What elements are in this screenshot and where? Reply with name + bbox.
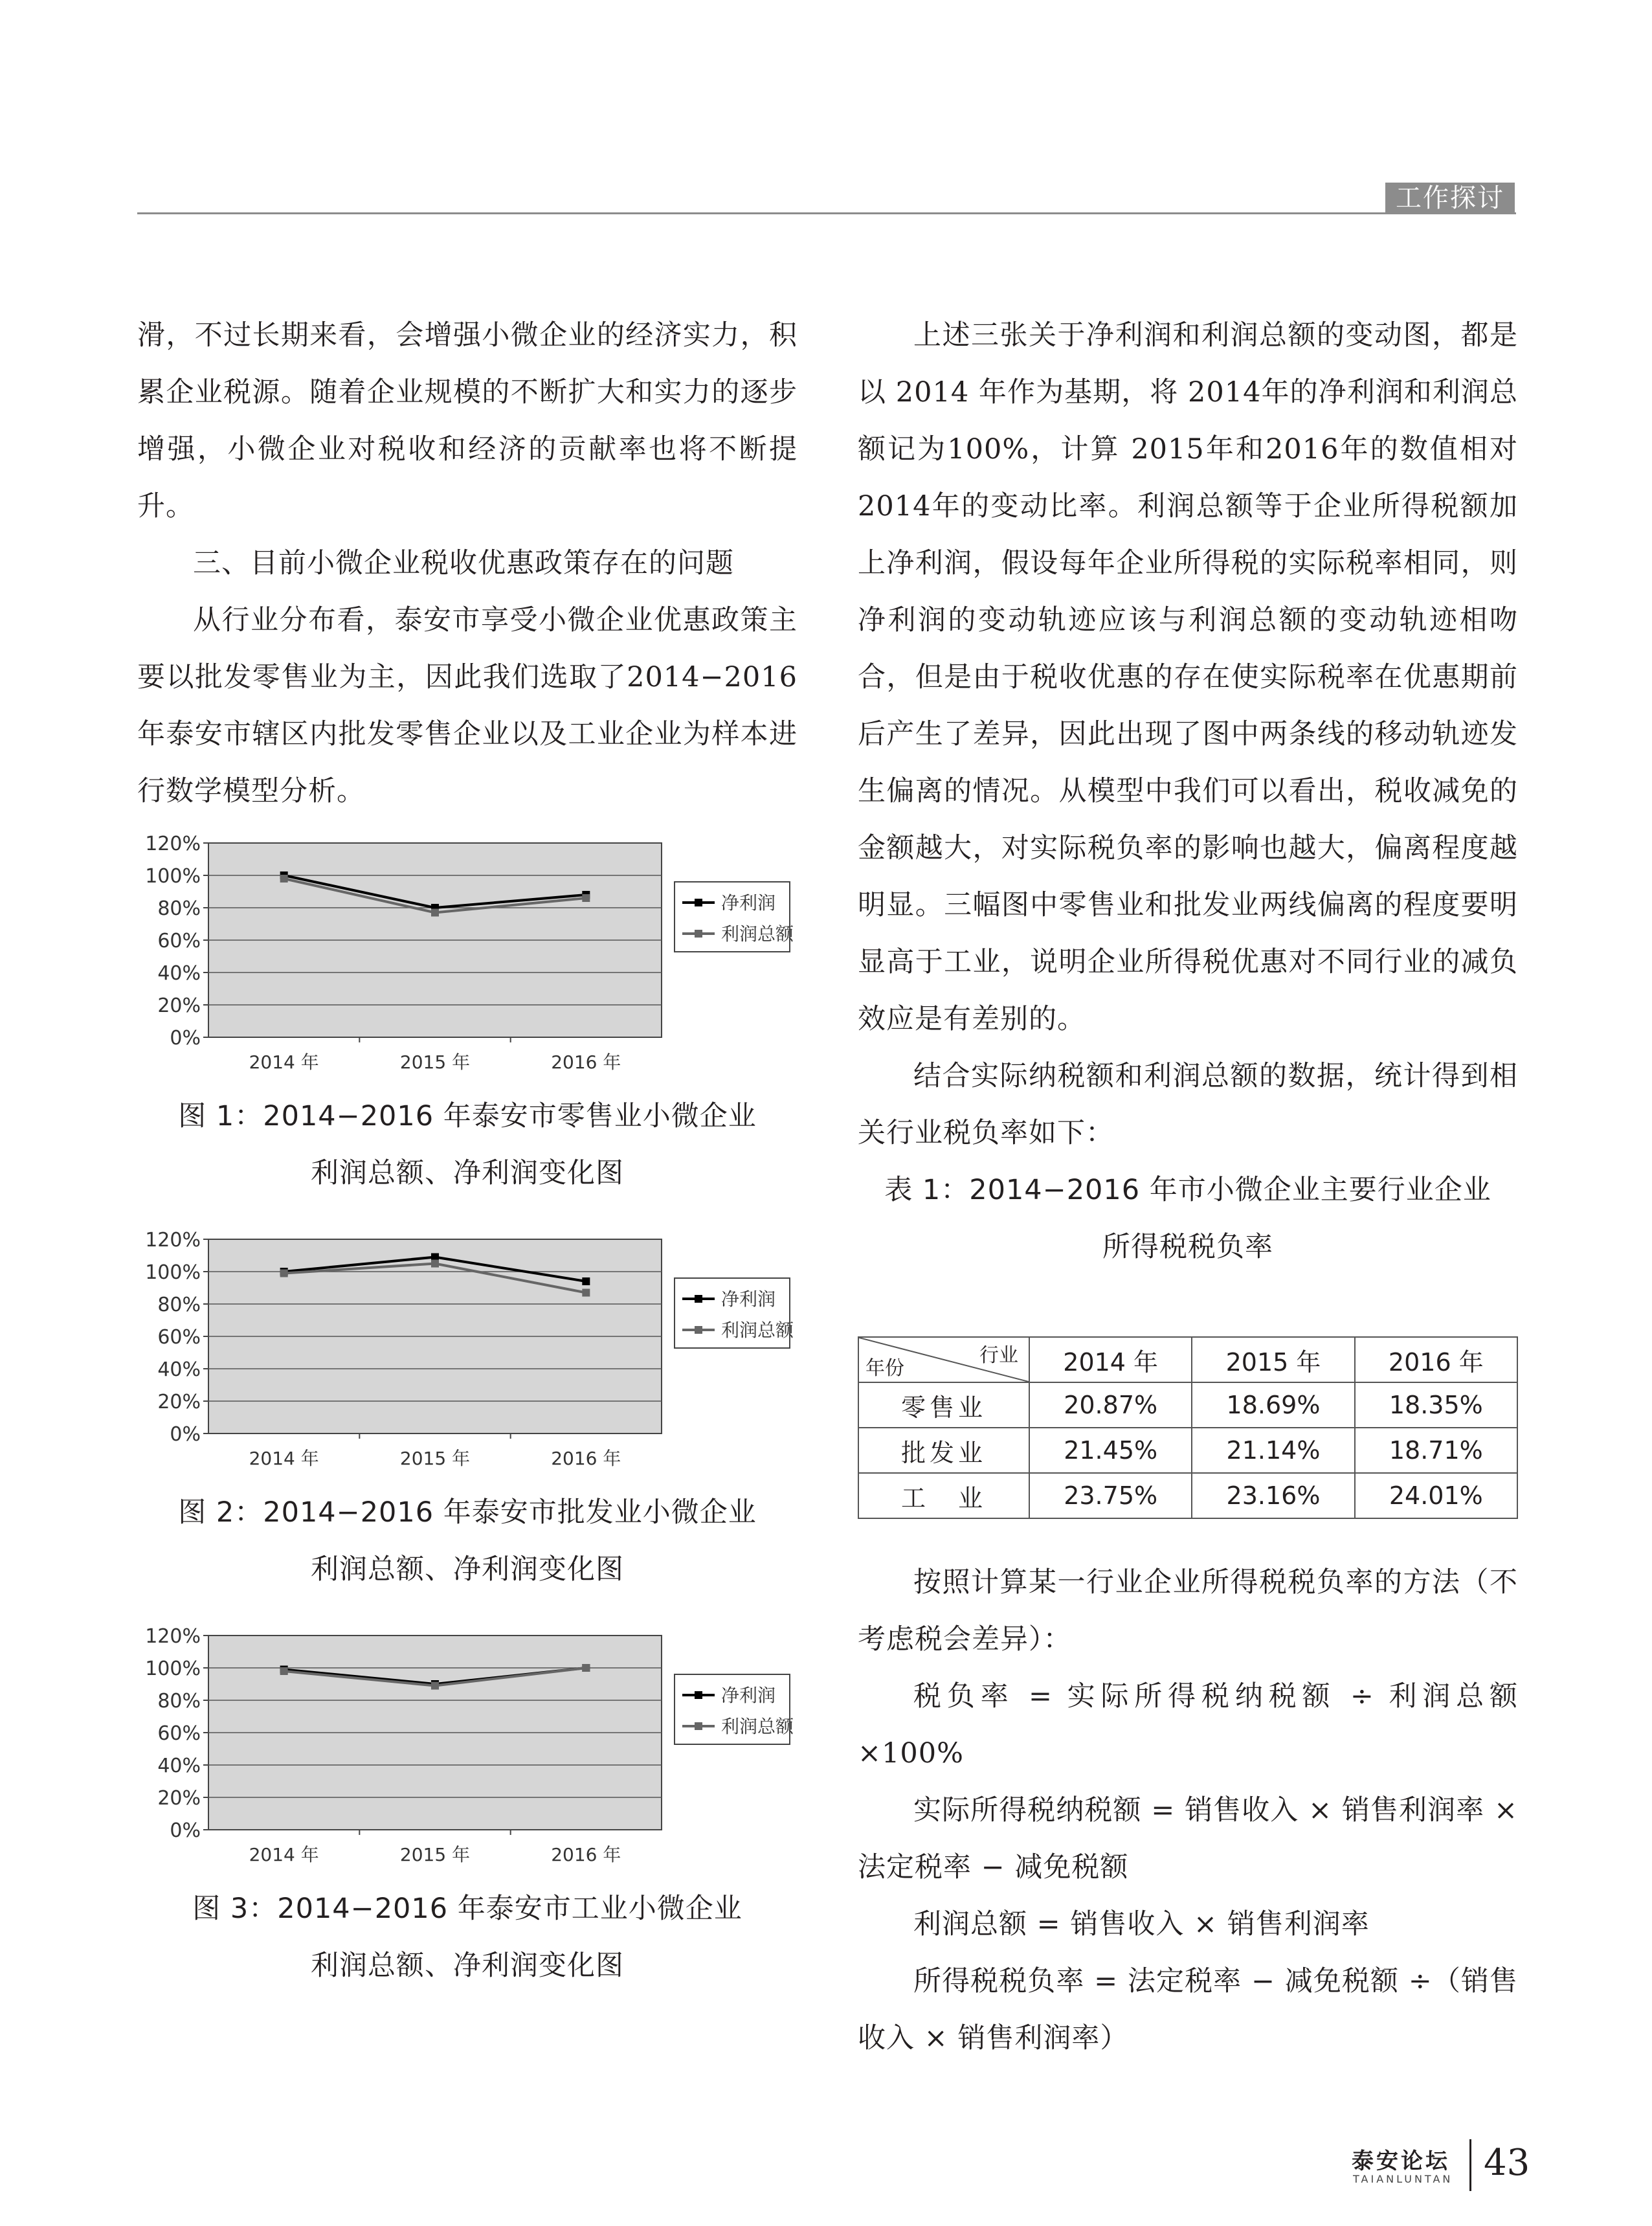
figure-2-caption <box>137 1484 798 1598</box>
table-cell: 21.45% <box>1029 1428 1192 1473</box>
table-cell: 23.16% <box>1192 1473 1354 1518</box>
left-paragraph-2: 从行业分布看，泰安市享受小微企业优惠政策主要以批发零售业为主，因此我们选取了2014−2016年泰安市辖区内批发零售企业以及工业企业为样本进行数学模型分析。 <box>137 604 798 807</box>
y-tick-label: 60% <box>157 1326 201 1349</box>
x-tick-label: 2016 年 <box>551 1448 621 1469</box>
right-column <box>858 307 1518 1276</box>
formula-2: 实际所得税纳税额 = 销售收入 × 销售利润率 × 法定税率 − 减免税额 <box>858 1794 1518 1883</box>
header-rule <box>137 212 1516 214</box>
legend-marker <box>695 899 702 906</box>
table-cell: 23.75% <box>1029 1473 1192 1518</box>
right-paragraph-2: 结合实际纳税额和利润总额的数据，统计得到相关行业税负率如下： <box>858 1060 1518 1149</box>
figure-3-caption-line2: 利润总额、净利润变化图 <box>311 1950 624 1982</box>
data-point <box>280 875 288 883</box>
footer-brand: 泰安论坛 <box>1352 2148 1450 2174</box>
table-corner-cell <box>858 1337 1029 1382</box>
table-row <box>858 1382 1517 1428</box>
y-tick-label: 0% <box>170 1819 201 1842</box>
table-row-label: 零售业 <box>858 1382 1029 1428</box>
y-tick-label: 100% <box>145 865 201 888</box>
legend-label: 净利润 <box>721 1685 776 1706</box>
x-tick-label: 2014 年 <box>249 1844 319 1865</box>
x-tick-label: 2016 年 <box>551 1051 621 1073</box>
legend-marker <box>695 930 702 938</box>
formula-3: 利润总额 = 销售收入 × 销售利润率 <box>913 1908 1370 1940</box>
formula-1: 税负率 = 实际所得税纳税额 ÷ 利润总额 ×100% <box>858 1680 1518 1770</box>
table-cell: 24.01% <box>1355 1473 1517 1518</box>
legend-label: 利润总额 <box>721 1716 794 1737</box>
chart-1-svg <box>137 835 798 1094</box>
y-tick-label: 20% <box>157 1391 201 1413</box>
y-tick-label: 0% <box>170 1027 201 1050</box>
data-point <box>582 1289 590 1297</box>
y-tick-label: 120% <box>145 835 201 855</box>
corner-industry-label: 行业 <box>979 1344 1018 1367</box>
table-column-header: 2016 年 <box>1355 1337 1517 1382</box>
data-point <box>280 1667 288 1675</box>
x-tick-label: 2015 年 <box>399 1051 471 1073</box>
figure-2-chart <box>137 1231 798 1490</box>
legend-label: 净利润 <box>721 1288 776 1310</box>
figure-3-caption-line1: 图 3：2014−2016 年泰安市工业小微企业 <box>192 1893 742 1925</box>
table-cell: 18.69% <box>1192 1382 1354 1428</box>
y-tick-label: 80% <box>157 1690 201 1713</box>
y-tick-label: 120% <box>145 1628 201 1648</box>
y-tick-label: 20% <box>157 1787 201 1810</box>
y-tick-label: 0% <box>170 1423 201 1446</box>
y-tick-label: 40% <box>157 1755 201 1777</box>
y-tick-label: 40% <box>157 962 201 985</box>
x-tick-label: 2014 年 <box>249 1448 319 1469</box>
data-point <box>582 894 590 902</box>
data-point <box>582 1664 590 1672</box>
right-paragraph-1: 上述三张关于净利润和利润总额的变动图，都是以 2014 年作为基期，将 2014年的净利润和利润总额记为100%，计算 2015年和2016年的数值相对 2014年的变动比率。利润总额等于企业所得税额加上净利润，假设每年企业所得税的实际税率相同，则净利润的变动轨迹应该与利润总额的变动轨迹相吻合，但是由于税收优惠的存在使实际税率在优惠期前后产生了差异，因此出现了图中两条线的移动轨迹发生偏离的情况。从模型中我们可以看出，税收减免的金额越大，对实际税负率的影响也越大，偏离程度越明显。三幅图中零售业和批发业两线偏离的程度要明显高于工业，说明企业所得税优惠对不同行业的减负效应是有差别的。 <box>858 319 1518 1035</box>
x-tick-label: 2016 年 <box>551 1844 621 1865</box>
left-column <box>137 307 798 820</box>
table-column-header: 2014 年 <box>1029 1337 1192 1382</box>
page-number: 43 <box>1484 2142 1530 2184</box>
legend-marker <box>695 1295 702 1303</box>
legend-marker <box>695 1691 702 1699</box>
left-paragraph-1: 滑，不过长期来看，会增强小微企业的经济实力，积累企业税源。随着企业规模的不断扩大和实力的逐步增强，小微企业对税收和经济的贡献率也将不断提升。 <box>137 319 798 523</box>
table-header-row <box>858 1337 1517 1382</box>
data-point <box>280 1270 288 1277</box>
figure-1-caption-line2: 利润总额、净利润变化图 <box>311 1157 624 1189</box>
legend-label: 净利润 <box>721 892 776 914</box>
figure-1-caption-line1: 图 1：2014−2016 年泰安市零售业小微企业 <box>178 1100 757 1132</box>
x-tick-label: 2015 年 <box>399 1844 471 1865</box>
y-tick-label: 40% <box>157 1358 201 1381</box>
data-point <box>582 1277 590 1285</box>
data-point <box>431 909 439 917</box>
figure-1-chart <box>137 835 798 1094</box>
table-row-label: 批发业 <box>858 1428 1029 1473</box>
formula-4: 所得税税负率 = 法定税率 − 减免税额 ÷（销售收入 × 销售利润率） <box>858 1965 1518 2054</box>
chart-3-svg <box>137 1628 798 1887</box>
footer-divider <box>1469 2139 1471 2191</box>
table-cell: 18.35% <box>1355 1382 1517 1428</box>
corner-year-label: 年份 <box>865 1357 904 1380</box>
table-cell: 18.71% <box>1355 1428 1517 1473</box>
figure-1-caption <box>137 1088 798 1202</box>
figure-3-caption <box>137 1880 798 1994</box>
table-row-label: 工 业 <box>858 1473 1029 1518</box>
figure-3-chart <box>137 1628 798 1887</box>
data-point <box>431 1682 439 1690</box>
legend-marker <box>695 1722 702 1730</box>
data-point <box>431 1260 439 1268</box>
y-tick-label: 100% <box>145 1658 201 1680</box>
table-title-line2: 所得税税负率 <box>1102 1231 1273 1263</box>
legend-marker <box>695 1326 702 1334</box>
y-tick-label: 120% <box>145 1231 201 1252</box>
x-tick-label: 2015 年 <box>399 1448 471 1469</box>
table-cell: 21.14% <box>1192 1428 1354 1473</box>
x-tick-label: 2014 年 <box>249 1051 319 1073</box>
figure-2-caption-line1: 图 2：2014−2016 年泰安市批发业小微企业 <box>178 1496 757 1529</box>
figure-2-caption-line2: 利润总额、净利润变化图 <box>311 1553 624 1586</box>
table-row <box>858 1473 1517 1518</box>
y-tick-label: 60% <box>157 930 201 952</box>
y-tick-label: 100% <box>145 1261 201 1284</box>
table-row <box>858 1428 1517 1473</box>
legend-label: 利润总额 <box>721 923 794 945</box>
right-paragraph-3: 按照计算某一行业企业所得税税负率的方法（不考虑税会差异）： <box>858 1566 1518 1656</box>
legend-label: 利润总额 <box>721 1320 794 1341</box>
section-heading: 三、目前小微企业税收优惠政策存在的问题 <box>193 547 734 579</box>
y-tick-label: 80% <box>157 1294 201 1316</box>
table-column-header: 2015 年 <box>1192 1337 1354 1382</box>
section-tag: 工作探讨 <box>1385 183 1515 214</box>
tax-rate-table <box>858 1336 1518 1519</box>
y-tick-label: 20% <box>157 995 201 1017</box>
chart-2-svg <box>137 1231 798 1490</box>
table-title-line1: 表 1：2014−2016 年市小微企业主要行业企业 <box>884 1174 1491 1206</box>
right-column-bottom <box>858 1554 1518 2067</box>
y-tick-label: 80% <box>157 897 201 920</box>
footer-brand-sub: TAIANLUNTAN <box>1353 2173 1453 2185</box>
table-cell: 20.87% <box>1029 1382 1192 1428</box>
y-tick-label: 60% <box>157 1722 201 1745</box>
